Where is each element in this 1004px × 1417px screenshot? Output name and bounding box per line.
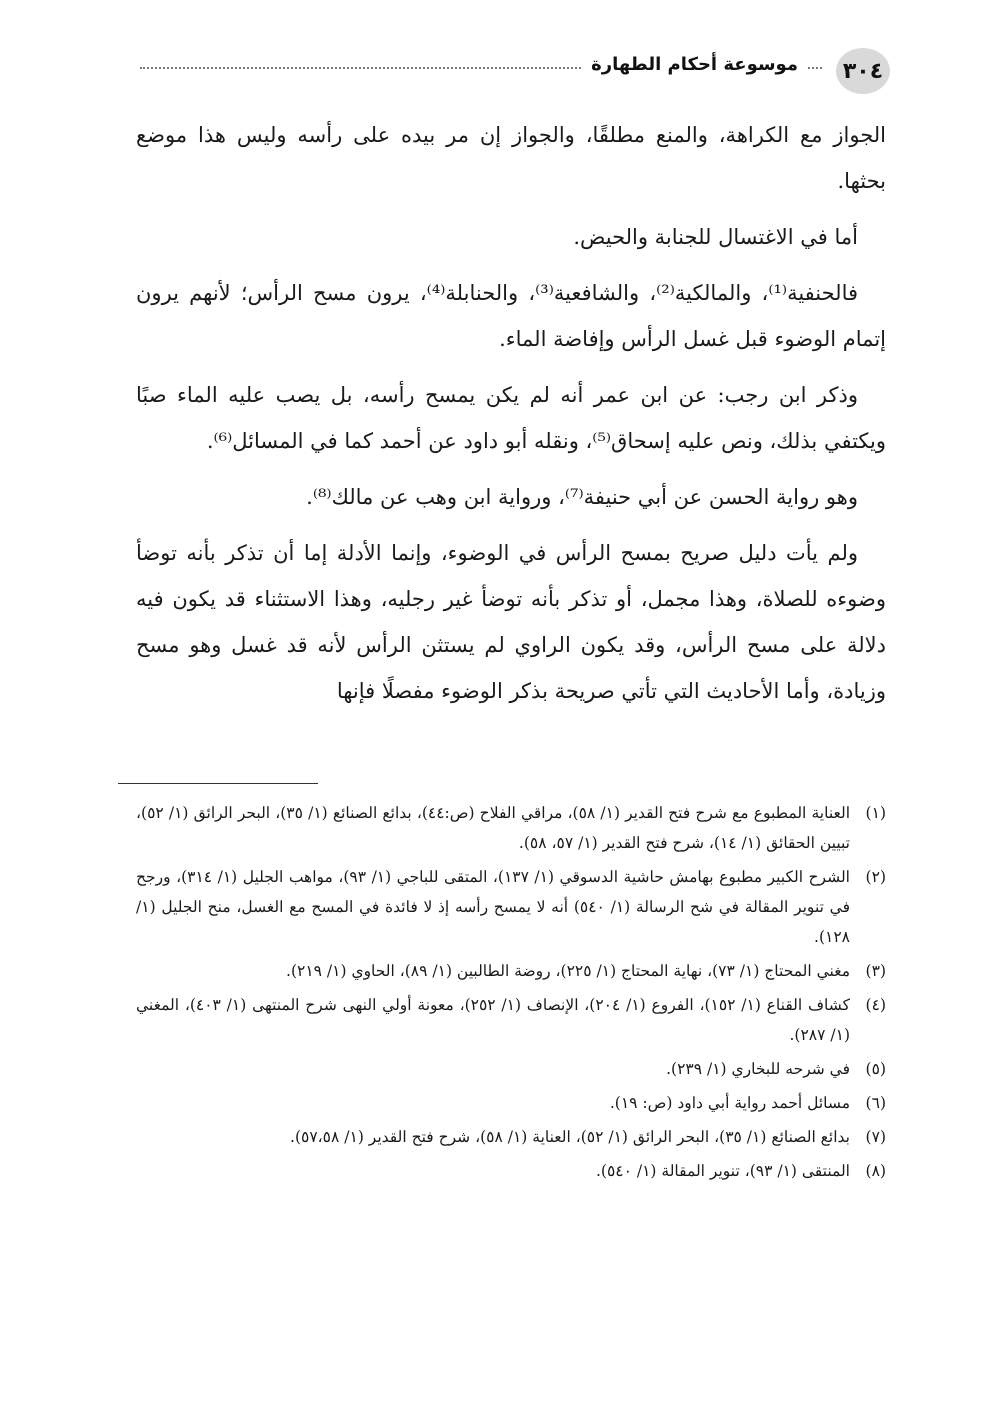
running-header (140, 46, 890, 102)
footnote-number: (٧) (865, 1128, 886, 1146)
paragraph: وذكر ابن رجب: عن ابن عمر أنه لم يكن يمسح رأسه، بل يصب عليه الماء صبًا ويكتفي بذلك، ونص عليه إسحاق⁽⁵⁾، ونقله أبو داود عن أحمد كما في المسائل⁽⁶⁾. (136, 383, 886, 453)
paragraph: وهو رواية الحسن عن أبي حنيفة⁽⁷⁾، ورواية ابن وهب عن مالك⁽⁸⁾. (306, 485, 858, 509)
paragraph: فالحنفية⁽¹⁾، والمالكية⁽²⁾، والشافعية⁽³⁾، والحنابلة⁽⁴⁾، يرون مسح الرأس؛ لأنهم يرون إتمام الوضوء قبل غسل الرأس وإفاضة الماء. (136, 281, 886, 351)
paragraph: الجواز مع الكراهة، والمنع مطلقًا، والجواز إن مر بيده على رأسه وليس هذا موضع بحثها. (136, 123, 886, 193)
footnote-separator (118, 783, 318, 784)
page-number-badge (836, 48, 890, 94)
header-dots-right (808, 67, 822, 69)
footnotes (136, 798, 886, 1190)
page-number: ٣٠٤ (842, 58, 884, 84)
footnote-number: (١) (865, 804, 886, 822)
footnote-text: بدائع الصنائع (١/ ٣٥)، البحر الرائق (١/ ٥٢)، العناية (١/ ٥٨)، شرح فتح القدير (١/ ٥٧،٥٨). (290, 1128, 850, 1146)
footnote-text: مسائل أحمد رواية أبي داود (ص: ١٩). (609, 1094, 850, 1112)
running-title: موسوعة أحكام الطهارة (591, 54, 798, 75)
footnote-number: (٥) (865, 1060, 886, 1078)
footnote (136, 862, 886, 952)
footnote-text: مغني المحتاج (١/ ٧٣)، نهاية المحتاج (١/ ٢٢٥)، روضة الطالبين (١/ ٨٩)، الحاوي (١/ ٢١٩). (286, 962, 850, 980)
footnote (136, 1054, 886, 1084)
footnote (136, 1122, 886, 1152)
footnote-number: (٣) (865, 962, 886, 980)
footnote-number: (٦) (865, 1094, 886, 1112)
footnote (136, 990, 886, 1050)
footnote-text: العناية المطبوع مع شرح فتح القدير (١/ ٥٨)، مراقي الفلاح (ص:٤٤)، بدائع الصنائع (١/ ٣٥)، البحر الرائق (١/ ٥٢)، تبيين الحقائق (١/ ١٤)، شرح فتح القدير (١/ ٥٧، ٥٨). (136, 804, 851, 852)
footnote-text: في شرحه للبخاري (١/ ٢٣٩). (666, 1060, 850, 1078)
footnote (136, 798, 886, 858)
footnote (136, 1156, 886, 1186)
footnote-text: المنتقى (١/ ٩٣)، تنوير المقالة (١/ ٥٤٠). (595, 1162, 850, 1180)
header-dots-left (140, 67, 581, 69)
footnote-number: (٤) (865, 996, 886, 1014)
paragraph: ولم يأت دليل صريح بمسح الرأس في الوضوء، وإنما الأدلة إما أن تذكر بأنه توضأ وضوءه للصلاة، وهذا مجمل، أو تذكر بأنه توضأ غير رجليه، وهذا الاستثناء قد يكون فيه دلالة على مسح الرأس، وقد يكون الراوي لم يستثن الرأس لأنه قد غسل وهو مسح وزيادة، وأما الأحاديث التي تأتي صريحة بذكر الوضوء مفصلًا فإنها (136, 541, 886, 703)
footnote (136, 1088, 886, 1118)
footnote (136, 956, 886, 986)
main-text (136, 112, 886, 724)
footnote-text: الشرح الكبير مطبوع بهامش حاشية الدسوقي (١/ ١٣٧)، المتقى للباجي (١/ ٩٣)، مواهب الجليل (١/ ٣١٤)، ورجح في تنوير المقالة في شح الرسالة (١/ ٥٤٠) أنه لا يمسح رأسه إذ لا فائدة في المسح مع الغسل، منح الجليل (١/ ١٢٨). (136, 868, 850, 946)
running-title-bar (140, 54, 822, 75)
footnote-number: (٨) (865, 1162, 886, 1180)
footnote-text: كشاف القناع (١/ ١٥٢)، الفروع (١/ ٢٠٤)، الإنصاف (١/ ٢٥٢)، معونة أولي النهى شرح المنتهى (١/ ٤٠٣)، المغني (١/ ٢٨٧). (136, 996, 850, 1044)
paragraph: أما في الاغتسال للجنابة والحيض. (573, 225, 858, 249)
footnote-number: (٢) (865, 868, 886, 886)
